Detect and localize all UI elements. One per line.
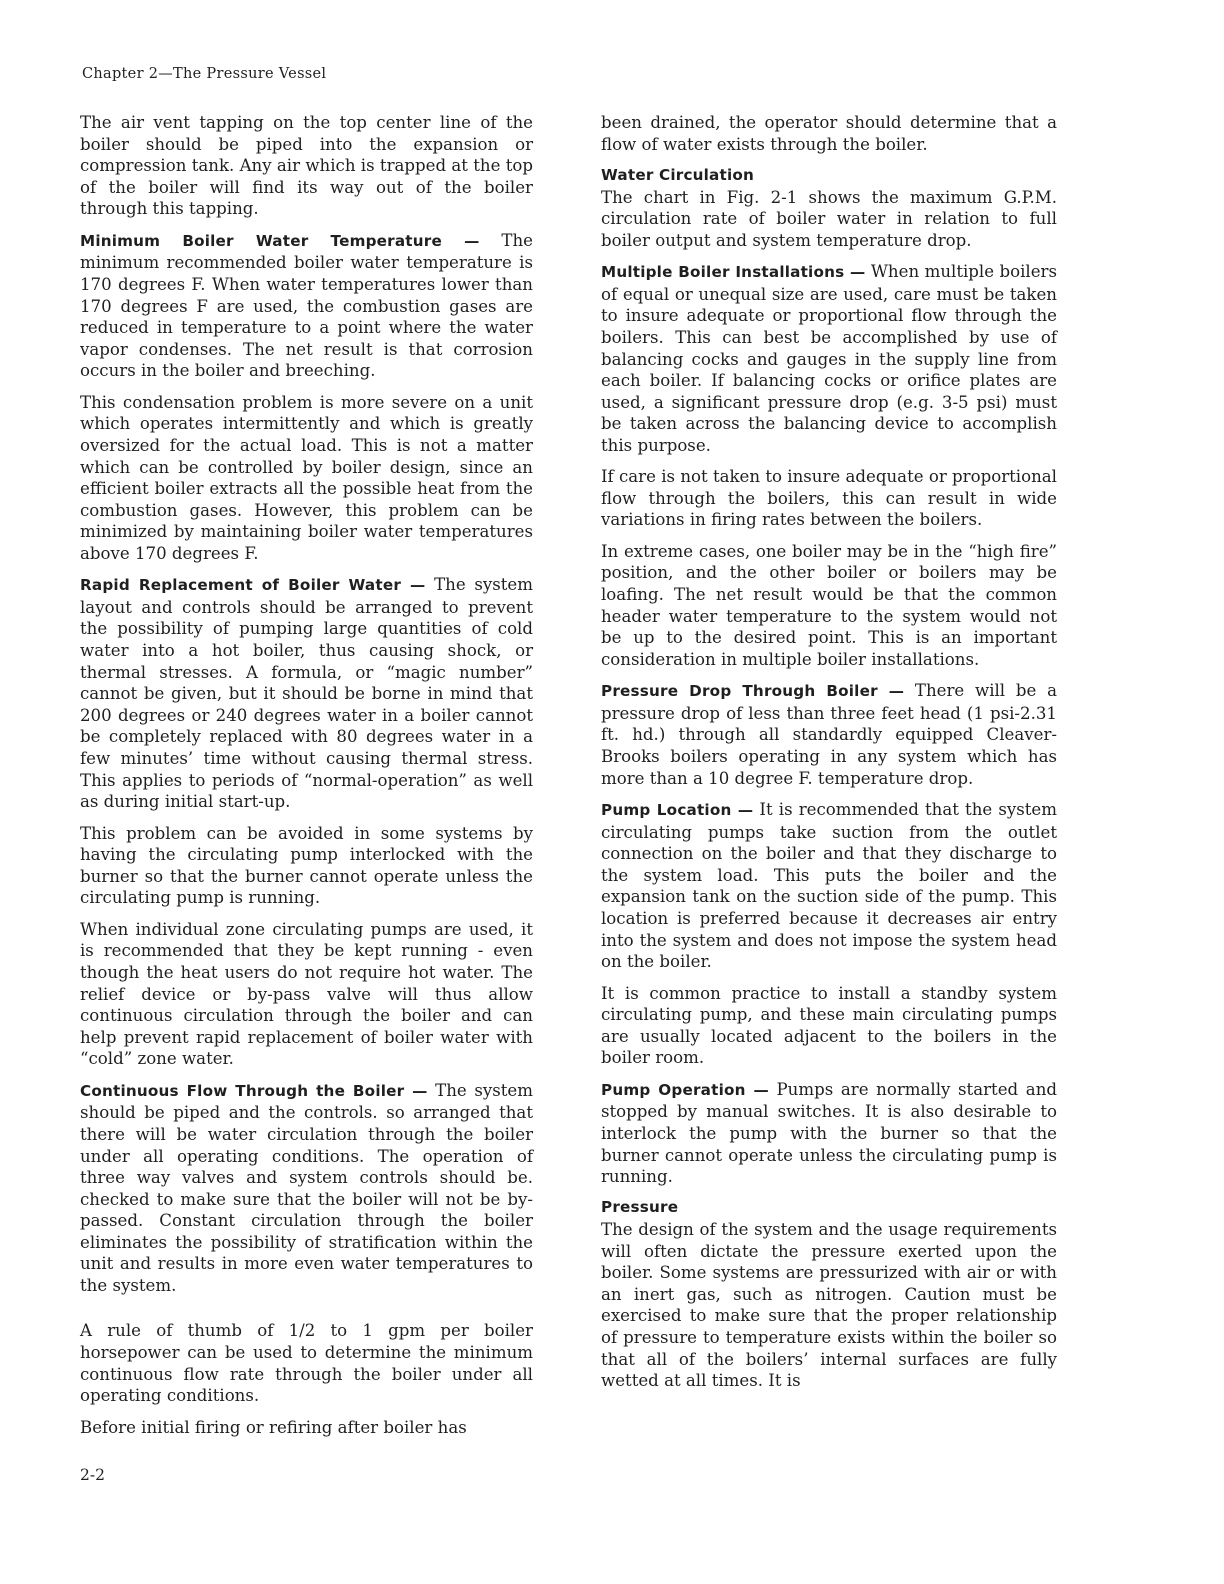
paragraph-avoid-problem: This problem can be avoided in some systems by having the circulating pump interlocked with the burner so that the burner cannot operate unless the circulating pump is running.	[80, 823, 533, 908]
text-pump-operation: Pumps are normally started and stopped by manual switches. It is also desirable to interlock the pump with the burner so that the burner cannot operate unless the circulating pump is running.	[601, 1079, 1057, 1187]
paragraph-zone-pumps: When individual zone circulating pumps are used, it is recommended that they be kept running - even though the heat users do not require hot water. The relief device or by-pass valve will thus allow continuous circulation through the boiler and can help prevent rapid replacement of boiler water with “cold” zone water.	[80, 919, 533, 1069]
section-continuous-flow	[80, 1080, 533, 1297]
section-multiple-boilers	[601, 261, 1057, 456]
paragraph-extreme-cases: In extreme cases, one boiler may be in the “high fire” position, and the other boiler or boilers may be loafing. The net result would be that the common header water temperature to the system would not be up to the desired point. This is an important consideration in multiple boiler installations.	[601, 541, 1057, 669]
heading-pump-operation: Pump Operation —	[601, 1080, 769, 1099]
section-pump-operation	[601, 1079, 1057, 1188]
text-rapid-replacement: The system layout and controls should be arranged to prevent the possibility of pumping large quantities of cold water into a hot boiler, thus causing shock, or thermal stresses. A formula, or “magic number” cannot be given, but it should be borne in mind that 200 degrees or 240 degrees water in a boiler cannot be completely replaced with 80 degrees water in a few minutes’ time without causing thermal stress. This applies to periods of “normal-operation” as well as during initial start-up.	[80, 575, 533, 812]
text-pressure: The design of the system and the usage requirements will often dictate the pressure exerted upon the boiler. Some systems are pressurized with air or with an inert gas, such as nitrogen. Caution must be exercised to make sure that the proper relationship of pressure to temperature exists within the boiler so that all of the boilers’ internal surfaces are fully wetted at all times. It is	[601, 1220, 1057, 1391]
paragraph-standby-pump: It is common practice to install a standby system circulating pump, and these main circulating pumps are usually located adjacent to the boilers in the boiler room.	[601, 983, 1057, 1068]
left-column	[80, 112, 533, 1448]
right-column	[601, 112, 1057, 1402]
page-number: 2-2	[80, 1466, 105, 1484]
section-pressure	[601, 1197, 1057, 1391]
heading-pump-location: Pump Location —	[601, 801, 754, 819]
paragraph-initial-firing: Before initial firing or refiring after boiler has	[80, 1417, 467, 1437]
heading-min-temp: Minimum Boiler Water Temperature —	[80, 231, 480, 250]
heading-water-circulation: Water Circulation	[601, 165, 755, 184]
spacer	[80, 1306, 533, 1320]
section-pump-location	[601, 799, 1057, 973]
section-rapid-replacement	[80, 574, 533, 813]
text-min-temp: The minimum recommended boiler water temperature is 170 degrees F. When water temperatures lower than 170 degrees F are used, the combustion gases are reduced in temperature to a point where the water vapor condenses. The net result is that corrosion occurs in the boiler and breeching.	[80, 230, 533, 381]
heading-pressure: Pressure	[601, 1198, 679, 1217]
section-pressure-drop	[601, 680, 1057, 789]
paragraph-drained: been drained, the operator should determine that a flow of water exists through the boiler.	[601, 113, 1057, 154]
section-water-circulation	[601, 165, 1057, 251]
paragraph-condensation: This condensation problem is more severe on a unit which operates intermittently and which is greatly oversized for the actual load. This is not a matter which can be controlled by boiler design, since an efficient boiler extracts all the possible heat from the combustion gases. However, this problem can be minimized by maintaining boiler water temperatures above 170 degrees F.	[80, 392, 533, 563]
text-pressure-drop: There will be a pressure drop of less than three feet head (1 psi-2.31 ft. hd.) through all standardly equipped Cleaver-Brooks boilers operating in any system which has more than a 10 degree F. temperature drop.	[601, 681, 1057, 788]
paragraph-rule-of-thumb: A rule of thumb of 1/2 to 1 gpm per boiler horsepower can be used to determine the minimum continuous flow rate through the boiler under all operating conditions.	[80, 1321, 533, 1406]
heading-rapid-replacement: Rapid Replacement of Boiler Water —	[80, 576, 426, 595]
heading-pressure-drop: Pressure Drop Through Boiler —	[601, 682, 905, 701]
text-continuous-flow: The system should be piped and the controls. so arranged that there will be water circulation through the boiler under all operating conditions. The operation of three way valves and system controls should be. checked to make sure that the boiler will not be by-passed. Constant circulation through the boiler eliminates the possibility of stratification within the unit and results in more even water temperatures to the system.	[80, 1080, 533, 1296]
paragraph-air-vent: The air vent tapping on the top center line of the boiler should be piped into the expansion or compression tank. Any air which is trapped at the top of the boiler will find its way out of the boiler through this tapping.	[80, 113, 533, 219]
heading-multiple-boilers: Multiple Boiler Installations —	[601, 263, 866, 282]
paragraph-care: If care is not taken to insure adequate or proportional flow through the boilers, this can result in wide variations in firing rates between the boilers.	[601, 467, 1057, 530]
text-multiple-boilers: When multiple boilers of equal or unequal size are used, care must be taken to insure adequate or proportional flow through the boilers. This can best be accomplished by use of balancing cocks and gauges in the supply line from each boiler. If balancing cocks or orifice plates are used, a significant pressure drop (e.g. 3-5 psi) must be taken across the balancing device to accomplish this purpose.	[601, 262, 1057, 455]
text-pump-location: It is recommended that the system circulating pumps take suction from the outlet connection on the boiler and that they discharge to the system load. This puts the boiler and the expansion tank on the suction side of the pump. This location is preferred because it decreases air entry into the system and does not impose the system head on the boiler.	[601, 800, 1057, 972]
text-water-circulation: The chart in Fig. 2-1 shows the maximum G.P.M. circulation rate of boiler water in relation to full boiler output and system temperature drop.	[601, 187, 1057, 250]
section-min-temp	[80, 230, 533, 382]
page-header: Chapter 2—The Pressure Vessel	[82, 66, 327, 82]
heading-continuous-flow: Continuous Flow Through the Boiler —	[80, 1081, 428, 1100]
